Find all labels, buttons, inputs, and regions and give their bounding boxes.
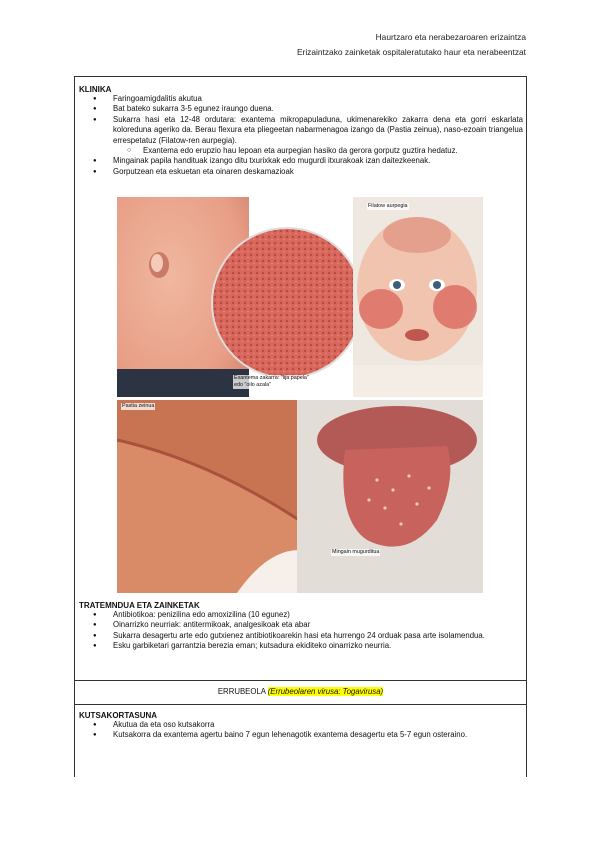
tratamendua-section (79, 601, 523, 652)
errubeola-subtitle: (Errubeolaren virusa: Togavirusa) (267, 687, 384, 696)
pastia-label: Pastia zeinua (122, 403, 155, 409)
exantema-label: Exantema zakarra: "lija papela" edo "oilo azala" (234, 375, 309, 388)
list-item: ● Faringoamigdalitis akutua (79, 94, 523, 104)
list-item: ● Kutsakorra da exantema agertu baino 7 egun lehenagotik exantema desagertu eta 5-7 egun osteraino. (79, 730, 523, 740)
sub-list-item: ○ Exantema edo erupzio hau lepoan eta aurpegian hasiko da gerora gorputz guztira hedatuz. (79, 146, 523, 156)
filatow-face-photo (353, 197, 483, 397)
rash-closeup-photo (211, 227, 363, 379)
errubeola-heading (75, 681, 526, 703)
clinical-images (117, 197, 483, 593)
list-item: ● Sukarra hasi eta 12-48 ordutara: exantema mikropapuladuna, ukimenarekiko zakarra dena eta gorri eskarlata koloreduna ageriko da. Berau flexura eta pliegeetan nabarmenagoa izango da (Pastia zeinua), naso-ezoain triangelua errespetatuz (Filatow-ren aurpegia). (79, 115, 523, 146)
kutsakortasuna-section (79, 711, 523, 741)
list-item: ● Esku garbiketari garrantzia berezia eman; kutsadura ekiditeko oinarrizko neurria. (79, 641, 523, 651)
list-item: ● Gorputzean eta eskuetan eta oinaren deskamazioak (79, 167, 523, 177)
list-item: ● Mingainak papila handituak izango ditu txurixkak edo mugurdi itxurakoak izan daitezkeenak. (79, 156, 523, 166)
list-item: ● Sukarra desagertu arte edo gutxienez antibiotikoarekin hasi eta hurrengo 24 orduak pasa arte isolamendua. (79, 631, 523, 641)
klinika-list (79, 94, 523, 146)
kutsakortasuna-title: KUTSAKORTASUNA (79, 711, 158, 720)
filatow-label: Filatow aurpegia (368, 203, 408, 209)
errubeola-title: ERRUBEOLA (217, 687, 266, 696)
header-line-1: Haurtzaro eta nerabezaroaren erizaintza (375, 32, 526, 42)
klinika-sublist (79, 146, 523, 156)
header-line-2: Erizaintzako zainketak ospitaleratutako haur eta nerabeentzat (296, 47, 526, 57)
klinika-list-continued (79, 156, 523, 177)
tratamendua-title: TRATEMNDUA ETA ZAINKETAK (79, 601, 200, 610)
list-item: ● Akutua da eta oso kutsakorra (79, 720, 523, 730)
klinika-section (79, 85, 523, 177)
tratamendua-list (79, 610, 523, 652)
tongue-label: Mingain mugurditua (332, 549, 380, 555)
strawberry-tongue-photo (297, 400, 483, 593)
pastia-sign-photo (117, 400, 299, 593)
kutsakortasuna-list (79, 720, 523, 741)
list-item: ● Antibiotikoa: penizilina edo amoxizilina (10 egunez) (79, 610, 523, 620)
section-divider-bottom (75, 704, 526, 705)
content-frame (74, 76, 527, 777)
list-item: ● Oinarrizko neurriak: antitermikoak, analgesikoak eta abar (79, 620, 523, 630)
page-header (297, 30, 526, 60)
klinika-title: KLINIKA (79, 85, 112, 94)
list-item: ● Bat bateko sukarra 3-5 egunez iraungo duena. (79, 104, 523, 114)
